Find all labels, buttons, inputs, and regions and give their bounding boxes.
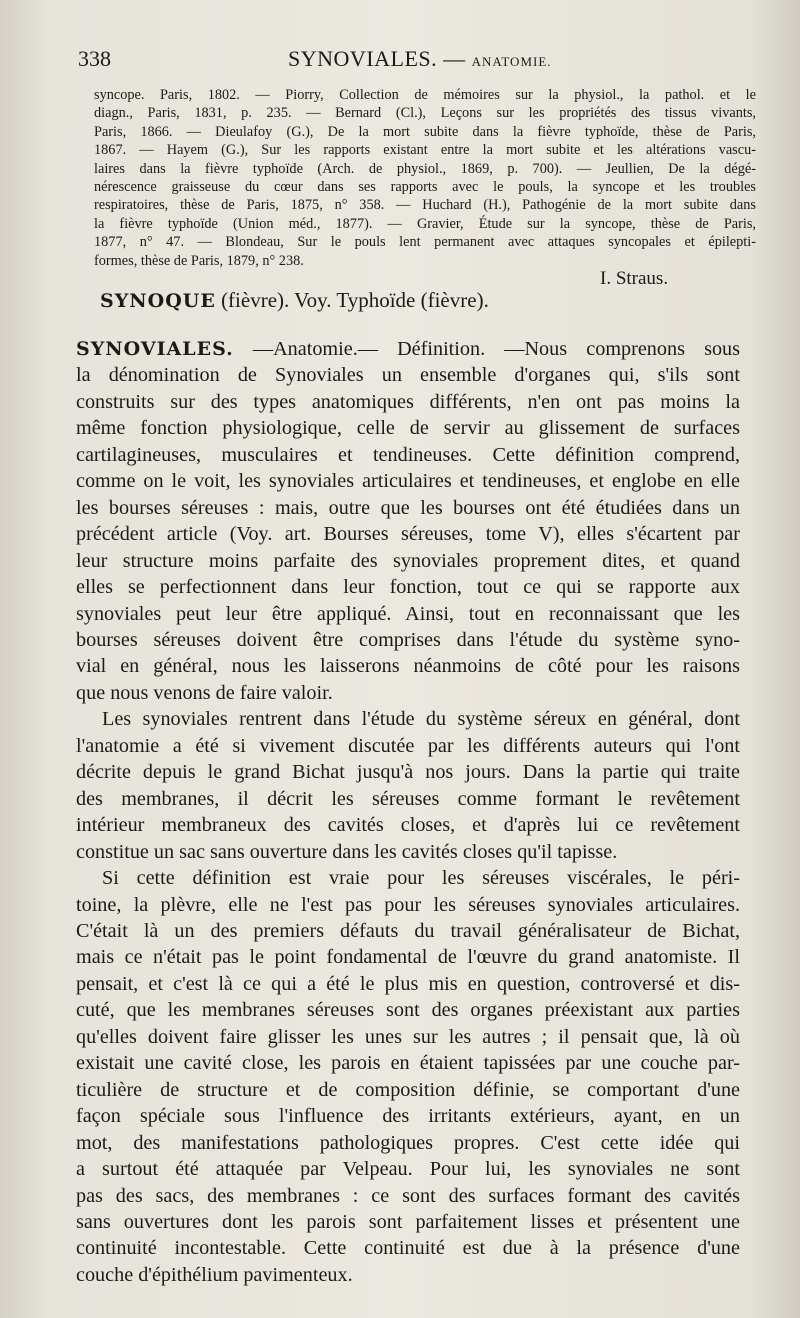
article-line: mot, des manifestations pathologiques propres. C'est cette idée qui <box>76 1131 740 1154</box>
article-line: même fonction physiologique, celle de servir au glissement de surfaces <box>76 417 740 440</box>
bibliography-line: nérescence graisseuse du cœur dans ses rapports avec le pouls, la syncope et les troubles <box>94 179 756 196</box>
article-line: toine, la plèvre, elle ne l'est pas pour les séreuses synoviales articulaires. <box>76 893 740 916</box>
author-signature: I. Straus. <box>600 268 669 289</box>
article-line: bourses séreuses doivent être comprises dans l'étude du système syno- <box>76 628 740 651</box>
article-term: SYNOVIALES. <box>76 338 234 360</box>
bibliography-line: respiratoires, thèse de Paris, 1875, n° 358. — Huchard (H.), Pathogénie de la mort subite dans <box>94 197 756 214</box>
article-line: vial en général, nous les laisserons néanmoins de côté pour les raisons <box>76 655 740 678</box>
bibliography-line: 1867. — Hayem (G.), Sur les rapports existant entre la mort subite et les altérations vascu- <box>94 142 756 159</box>
article-line: intérieur membraneux des cavités closes, et d'après lui ce revêtement <box>76 814 740 837</box>
article-line: précédent article (Voy. art. Bourses séreuses, tome V), elles s'écartent par <box>76 523 740 546</box>
bibliography-line: formes, thèse de Paris, 1879, n° 238. <box>94 252 304 269</box>
article-line: continuité incontestable. Cette continuité est due à la présence d'une <box>76 1237 740 1260</box>
article-line: Si cette définition est vraie pour les séreuses viscérales, le péri- <box>102 867 740 890</box>
article-line: les bourses séreuses : mais, outre que les bourses ont été étudiées dans un <box>76 496 740 519</box>
article-line: pensait, et c'est là ce qui a été le plus mis en question, controversé et dis- <box>76 972 740 995</box>
article-line: cuté, que les membranes séreuses sont des organes préexistant aux parties <box>76 999 740 1022</box>
bibliography-line: syncope. Paris, 1802. — Piorry, Collection de mémoires sur la physiol., la pathol. et le <box>94 87 756 103</box>
bibliography-line: diagn., Paris, 1831, p. 235. — Bernard (Cl.), Leçons sur les propriétés des tissus vivants, <box>94 105 756 122</box>
article-first-line <box>76 336 740 362</box>
article-line: ticulière de structure et de composition définie, se comportant d'une <box>76 1078 740 1101</box>
article-line: construits sur des types anatomiques différents, n'en ont pas moins la <box>76 390 740 413</box>
synoque-entry <box>100 288 489 313</box>
article-line: couche d'épithélium pavimenteux. <box>76 1263 353 1286</box>
article-line: a surtout été attaquée par Velpeau. Pour lui, les synoviales ne sont <box>76 1158 740 1181</box>
running-title <box>288 46 552 72</box>
article-line: cartilagineuses, musculaires et tendineuses. Cette définition comprend, <box>76 443 740 466</box>
article-line: Les synoviales rentrent dans l'étude du système séreux en général, dont <box>102 708 740 731</box>
running-subtitle: ANATOMIE. <box>471 54 552 69</box>
article-line: pas des sacs, des membranes : ce sont des surfaces formant des cavités <box>76 1184 740 1207</box>
page-number: 338 <box>78 46 111 71</box>
article-line: décrite depuis le grand Bichat jusqu'à nos jours. Dans la partie qui traite <box>76 761 740 784</box>
article-line: façon spéciale sous l'influence des irritants extérieurs, ayant, en un <box>76 1105 740 1128</box>
article-line: des membranes, il décrit les séreuses comme formant le revêtement <box>76 787 740 810</box>
article-line: existait une cavité close, les parois en étaient tapissées par une couche par- <box>76 1052 740 1075</box>
bibliography-line: laires dans la fièvre typhoïde (Arch. de physiol., 1869, p. 700). — Jeullien, De la dégé- <box>94 160 756 177</box>
article-line: comme on le voit, les synoviales articulaires et tendineuses, et englobe en elle <box>76 470 740 493</box>
article-line: la dénomination de Synoviales un ensemble d'organes qui, s'ils sont <box>76 364 740 387</box>
bibliography-line: Paris, 1866. — Dieulafoy (G.), De la mort subite dans la fièvre typhoïde, thèse de Paris, <box>94 123 756 140</box>
running-title-main: SYNOVIALES. — <box>288 46 466 71</box>
article-line: constitue un sac sans ouverture dans les cavités closes qu'il tapisse. <box>76 840 618 863</box>
article-line: l'anatomie a été si vivement discutée par les différents auteurs qui l'ont <box>76 734 740 757</box>
bibliography <box>94 86 756 270</box>
article-line: sans ouvertures dont les parois sont parfaitement lisses et présentent une <box>76 1210 740 1233</box>
bibliography-line: 1877, n° 47. — Blondeau, Sur le pouls lent permanent avec attaques syncopales et épilepti- <box>94 234 756 251</box>
page-header <box>78 46 738 78</box>
article-line: leur structure moins parfaite des synoviales proprement dites, et quand <box>76 549 740 572</box>
synoque-term: SYNOQUE <box>100 290 216 312</box>
article-line: qu'elles doivent faire glisser les unes sur les autres ; il pensait que, là où <box>76 1025 740 1048</box>
article-line: —Anatomie.— Définition. —Nous comprenons sous <box>233 338 740 360</box>
synoque-text: (fièvre). Voy. Typhoïde (fièvre). <box>221 288 489 312</box>
bibliography-line: la fièvre typhoïde (Union méd., 1877). — Gravier, Étude sur la syncope, thèse de Paris, <box>94 215 756 232</box>
article-line: elles se perfectionnent dans leur fonction, tout ce qui se rapporte aux <box>76 576 740 599</box>
article-line: mais ce n'était pas le point fondamental de l'œuvre du grand anatomiste. Il <box>76 946 740 969</box>
article-body <box>76 336 740 1288</box>
article-line: synoviales peut leur être appliqué. Ainsi, tout en reconnaissant que les <box>76 602 740 625</box>
article-line: C'était là un des premiers défauts du travail généralisateur de Bichat, <box>76 919 740 942</box>
article-line: que nous venons de faire valoir. <box>76 681 333 704</box>
